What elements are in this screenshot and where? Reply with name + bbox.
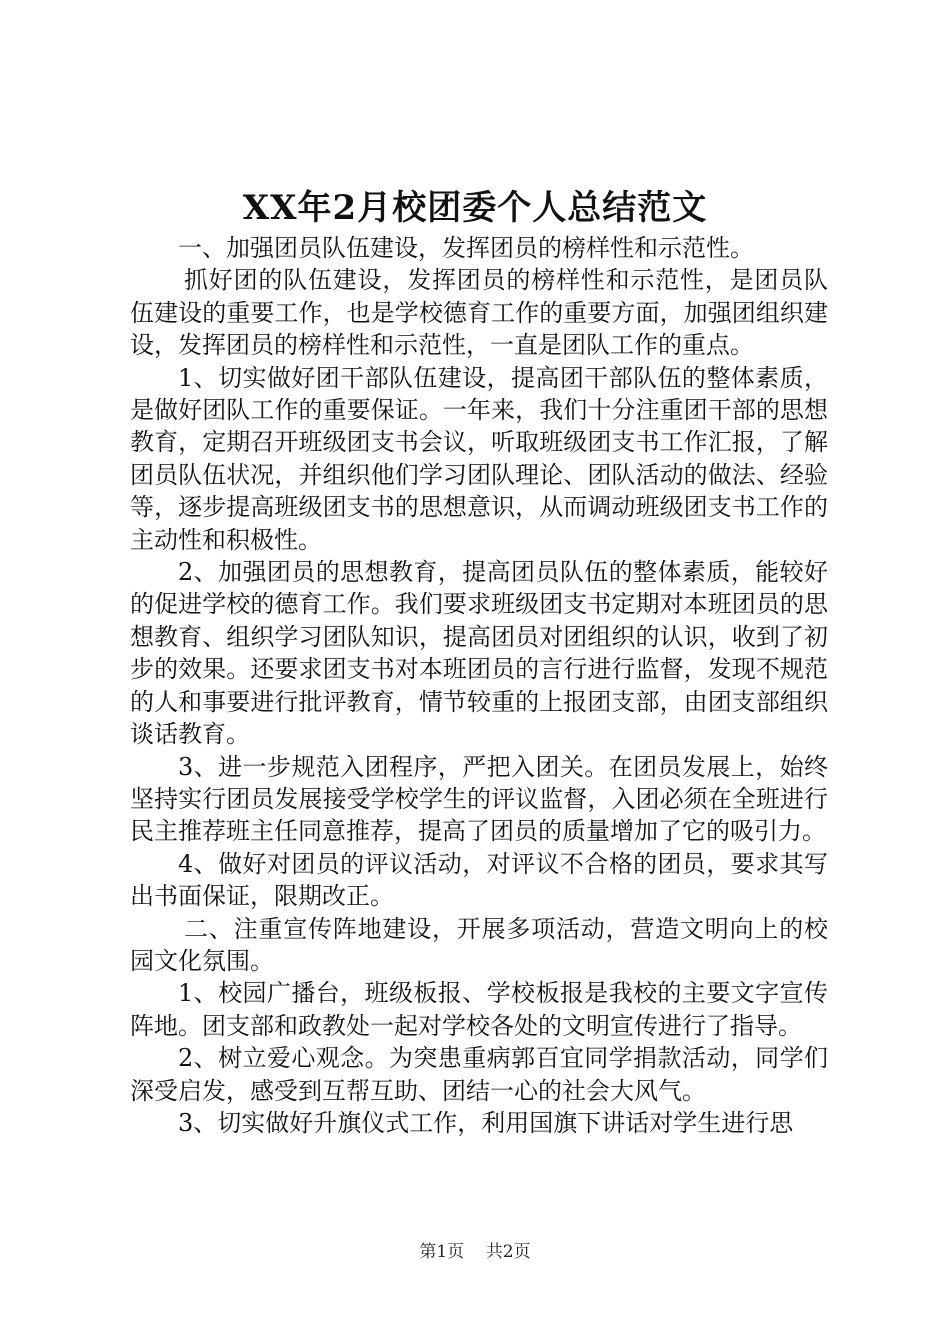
section-heading-1: 一、加强团员队伍建设，发挥团员的榜样性和示范性。 (178, 234, 754, 262)
paragraph-item-6: 2、树立爱心观念。为突患重病郭百宜同学捐款活动，同学们深受启发，感受到互帮互助、团结一心的社会大风气。 (130, 1044, 828, 1105)
page-number: 第1页 (419, 1242, 465, 1262)
section-heading-2: 二、注重宣传阵地建设，开展多项活动，营造文明向上的校园文化氛围。 (130, 914, 828, 975)
paragraph-item-1: 1、切实做好团干部队伍建设，提高团干部队伍的整体素质，是做好团队工作的重要保证。一年来，我们十分注重团干部的思想教育，定期召开班级团支书会议，听取班级团支书工作汇报，了解团员队伍状况，并组织他们学习团队理论、团队活动的做法、经验等，逐步提高班级团支书的思想意识，从而调动班级团支书工作的主动性和积极性。 (130, 363, 828, 554)
paragraph-item-5: 1、校园广播台，班级板报、学校板报是我校的主要文字宣传阵地。团支部和政教处一起对学校各处的文明宣传进行了指导。 (130, 979, 828, 1040)
page-total: 共2页 (485, 1242, 531, 1262)
paragraph-item-2: 2、加强团员的思想教育，提高团员队伍的整体素质，能较好的促进学校的德育工作。我们要求班级团支书定期对本班团员的思想教育、组织学习团队知识，提高团员对团组织的认识，收到了初步的效果。还要求团支书对本班团员的言行进行监督，发现不规范的人和事要进行批评教育，情节较重的上报团支部，由团支部组织谈话教育。 (130, 558, 828, 749)
document-body (130, 232, 828, 1139)
paragraph-item-7: 3、切实做好升旗仪式工作，利用国旗下讲话对学生进行思 (178, 1108, 794, 1137)
paragraph-item-4: 4、做好对团员的评议活动，对评议不合格的团员，要求其写出书面保证，限期改正。 (130, 849, 828, 911)
document-title: XX年2月校团委个人总结范文 (242, 188, 708, 228)
page-footer (0, 1241, 950, 1263)
paragraph-item-3: 3、进一步规范入团程序，严把入团关。在团员发展上，始终坚持实行团员发展接受学校学生的评议监督，入团必须在全班进行民主推荐班主任同意推荐，提高了团员的质量增加了它的吸引力。 (130, 752, 828, 846)
paragraph-intro: 抓好团的队伍建设，发挥团员的榜样性和示范性，是团员队伍建设的重要工作，也是学校德育工作的重要方面，加强团组织建设，发挥团员的榜样性和示范性，一直是团队工作的重点。 (130, 266, 828, 360)
